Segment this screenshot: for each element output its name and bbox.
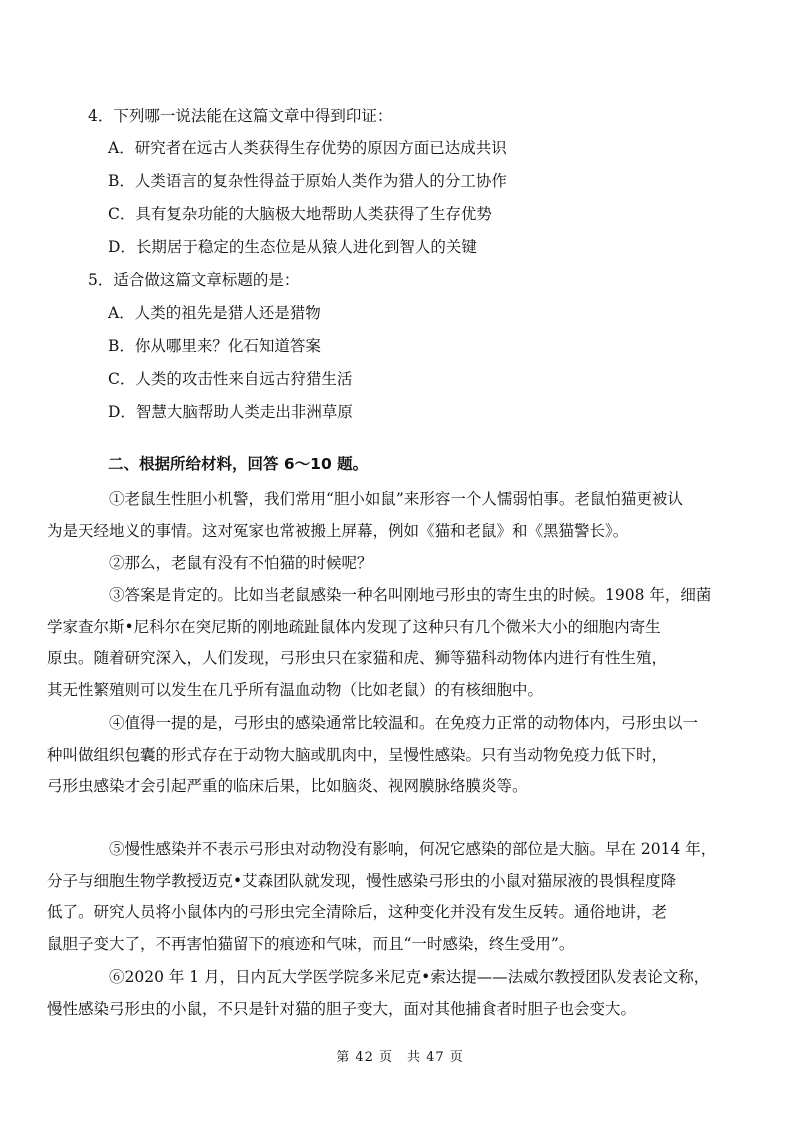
paragraph-line: ④值得一提的是，弓形虫的感染通常比较温和。在免疫力正常的动物体内，弓形虫以一	[109, 714, 699, 732]
question-5-stem: 5．适合做这篇文章标题的是：	[88, 271, 300, 289]
paragraph-line: ⑤慢性感染并不表示弓形虫对动物没有影响，何况它感染的部位是大脑。早在 2014 年，	[109, 840, 717, 858]
paragraph-line: 慢性感染弓形虫的小鼠，不只是针对猫的胆子变大，面对其他捕食者时胆子也会变大。	[47, 999, 637, 1018]
question-4-stem: 4．下列哪一说法能在这篇文章中得到印证：	[88, 107, 393, 125]
question-4-option-d: D．长期居于稳定的生态位是从猿人进化到智人的关键	[108, 238, 477, 256]
paragraph-line: ③答案是肯定的。比如当老鼠感染一种名叫刚地弓形虫的寄生虫的时候。1908 年，细菌	[109, 586, 712, 604]
paragraph-line: ①老鼠生性胆小机警，我们常用“胆小如鼠”来形容一个人懦弱怕事。老鼠怕猫更被认	[109, 490, 683, 508]
paragraph-3	[47, 580, 718, 706]
paragraph-2	[78, 548, 718, 580]
paragraph-line: 低了。研究人员将小鼠体内的弓形虫完全清除后，这种变化并没有发生反转。通俗地讲，老	[47, 903, 668, 921]
paragraph-line: 其无性繁殖则可以发生在几乎所有温血动物（比如老鼠）的有核细胞中。	[47, 680, 544, 699]
paragraph-line: 分子与细胞生物学教授迈克•艾森团队就发现，慢性感染弓形虫的小鼠对猫尿液的畏惧程度降	[47, 871, 677, 890]
page-number: 第 42 页 共 47 页	[336, 1050, 464, 1065]
question-5-option-a: A．人类的祖先是猎人还是猎物	[108, 304, 321, 322]
paragraph-line: 为是天经地义的事情。这对冤家也常被搬上屏幕，例如《猫和老鼠》和《黑猫警长》。	[47, 521, 629, 540]
paragraph-line: 种叫做组织包囊的形式存在于动物大脑或肌肉中，呈慢性感染。只有当动物免疫力低下时，	[47, 745, 668, 764]
paragraph-6	[47, 962, 718, 1025]
section-heading: 二、根据所给材料，回答 6～10 题。	[108, 455, 369, 473]
paragraph-5	[47, 834, 718, 960]
paragraph-line: 鼠胆子变大了，不再害怕猫留下的痕迹和气味，而且“一时感染，终生受用”。	[47, 934, 575, 953]
paragraph-line: ⑥2020 年 1 月，日内瓦大学医学院多米尼克•索达提——法威尔教授团队发表论文称，	[109, 968, 710, 986]
paragraph-1	[47, 484, 718, 547]
question-5-option-c: C．人类的攻击性来自远古狩猎生活	[108, 370, 353, 388]
paragraph-4	[47, 708, 718, 803]
question-4-option-a: A．研究者在远古人类获得生存优势的原因方面已达成共识	[108, 139, 507, 157]
question-4-option-b: B．人类语言的复杂性得益于原始人类作为猎人的分工协作	[108, 172, 507, 190]
question-5-option-b: B．你从哪里来？化石知道答案	[108, 337, 321, 355]
paragraph-line: 原虫。随着研究深入，人们发现，弓形虫只在家猫和虎、狮等猫科动物体内进行有性生殖，	[47, 649, 668, 667]
question-5-option-d: D．智慧大脑帮助人类走出非洲草原	[108, 403, 353, 421]
paragraph-line: 学家查尔斯•尼科尔在突尼斯的刚地疏趾鼠体内发现了这种只有几个微米大小的细胞内寄生	[47, 617, 661, 636]
question-4-option-c: C．具有复杂功能的大脑极大地帮助人类获得了生存优势	[108, 205, 492, 223]
paragraph-line: ②那么，老鼠有没有不怕猫的时候呢？	[109, 554, 373, 572]
paragraph-line: 弓形虫感染才会引起严重的临床后果，比如脑炎、视网膜脉络膜炎等。	[47, 777, 528, 795]
